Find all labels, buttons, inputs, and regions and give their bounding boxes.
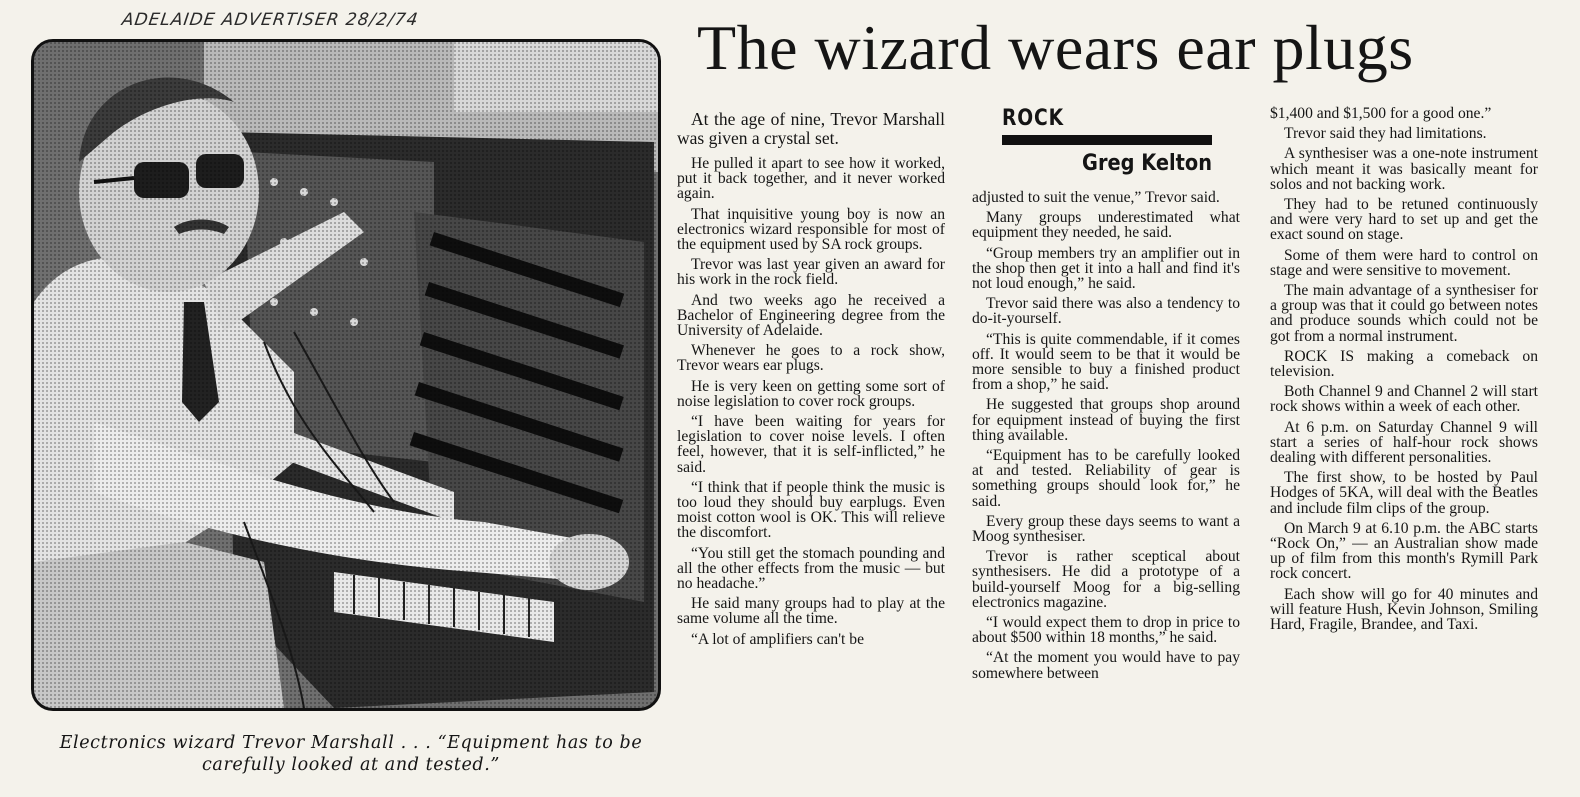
article-paragraph: ROCK IS making a comeback on television. (1270, 347, 1538, 381)
article-paragraph: He pulled it apart to see how it worked, put it back together, and it never worked again. (677, 155, 945, 203)
article-paragraph: He suggested that groups shop around for equipment instead of buying the first thing available. (972, 396, 1240, 444)
article-paragraph: The first show, to be hosted by Paul Hodges of 5KA, will deal with the Beatles and include film clips of the group. (1270, 469, 1538, 517)
article-paragraph: Trevor said there was also a tendency to do-it-yourself. (972, 295, 1240, 328)
article-paragraph: At 6 p.m. on Saturday Channel 9 will start a series of half-hour rock shows dealing with different personalities. (1270, 418, 1538, 467)
byline-rule (1002, 135, 1212, 145)
article-paragraph: Some of them were hard to control on stage and were sensitive to movement. (1270, 246, 1538, 279)
article-paragraph: He said many groups had to play at the same volume all the time. (677, 595, 945, 628)
byline-author: Greg Kelton (1082, 151, 1212, 176)
article-paragraph: On March 9 at 6.10 p.m. the ABC starts “Rock On,” — an Australian show made up of film from this month's Rymill Park rock concert. (1270, 519, 1538, 583)
byline-block (1002, 106, 1212, 176)
article-paragraph: “Equipment has to be carefully looked at and tested. Reliability of gear is something groups should look for,” he said. (972, 447, 1240, 510)
article-paragraph: Both Channel 9 and Channel 2 will start rock shows within a week of each other. (1270, 383, 1538, 416)
headline: The wizard wears ear plugs (697, 12, 1414, 83)
article-paragraph: That inquisitive young boy is now an electronics wizard responsible for most of the equipment used by SA rock groups. (677, 205, 945, 254)
article-paragraph: $1,400 and $1,500 for a good one.” (1270, 105, 1492, 122)
article-column-3 (1270, 106, 1538, 637)
article-paragraph: “You still get the stomach pounding and all the other effects from the music — but no headache.” (677, 544, 945, 593)
article-paragraph: Trevor said they had limitations. (1284, 125, 1487, 143)
article-paragraph: adjusted to suit the venue,” Trevor said. (972, 189, 1220, 206)
article-paragraph: Each show will go for 40 minutes and will feature Hush, Kevin Johnson, Smiling Hard, Fragile, Brandee, and Taxi. (1270, 585, 1538, 634)
article-paragraph: “I think that if people think the music is too loud they should buy earplugs. Even moist cotton wool is OK. This will relieve the discomfort. (677, 478, 945, 542)
article-column-1 (677, 110, 945, 652)
article-paragraph: A synthesiser was a one-note instrument which meant it was basically meant for solos and not backing work. (1270, 145, 1538, 193)
article-paragraph: Every group these days seems to want a Moog synthesiser. (972, 512, 1240, 546)
section-tag: ROCK (1002, 106, 1064, 131)
photo-trevor-marshall-synthesiser (31, 39, 661, 711)
article-paragraph: Many groups underestimated what equipment they needed, he said. (972, 209, 1240, 242)
article-paragraph: “At the moment you would have to pay somewhere between (972, 649, 1240, 682)
handwritten-source-note: ADELAIDE ADVERTISER 28/2/74 (120, 10, 420, 30)
article-paragraph: Trevor was last year given an award for his work in the rock field. (677, 256, 945, 289)
lede-paragraph: At the age of nine, Trevor Marshall was given a crystal set. (677, 109, 945, 148)
article-paragraph: “A lot of amplifiers can't be (691, 630, 864, 648)
article-paragraph: “I have been waiting for years for legislation to cover noise levels. I often feel, however, that it is self-inflicted,” he said. (677, 413, 945, 476)
photo-illustration (34, 42, 658, 708)
article-paragraph: “This is quite commendable, if it comes off. It would seem to be that it would be more sensible to buy a finished product from a shop,” he said. (972, 330, 1240, 394)
article-paragraph: They had to be retuned continuously and were very hard to set up and get the exact sound on stage. (1270, 196, 1538, 244)
article-paragraph: The main advantage of a synthesiser for a group was that it could go between notes and produce sounds which could not be got from a normal instrument. (1270, 282, 1538, 345)
article-paragraph: “Group members try an amplifier out in the shop then get it into a hall and find it's not loud enough,” he said. (972, 244, 1240, 293)
article-paragraph: And two weeks ago he received a Bachelor of Engineering degree from the University of Adelaide. (677, 291, 945, 340)
article-paragraph: Whenever he goes to a rock show, Trevor wears ear plugs. (677, 342, 945, 375)
article-paragraph: Trevor is rather sceptical about synthesisers. He did a prototype of a build-yourself Moog for a big-selling electronics magazine. (972, 548, 1240, 611)
article-column-2 (972, 190, 1240, 686)
photo-caption: Electronics wizard Trevor Marshall . . . “Equipment has to be carefully looked at and tested.” (59, 733, 643, 775)
article-paragraph: “I would expect them to drop in price to about $500 within 18 months,” he said. (972, 614, 1240, 647)
article-paragraph: He is very keen on getting some sort of noise legislation to cover rock groups. (677, 377, 945, 410)
